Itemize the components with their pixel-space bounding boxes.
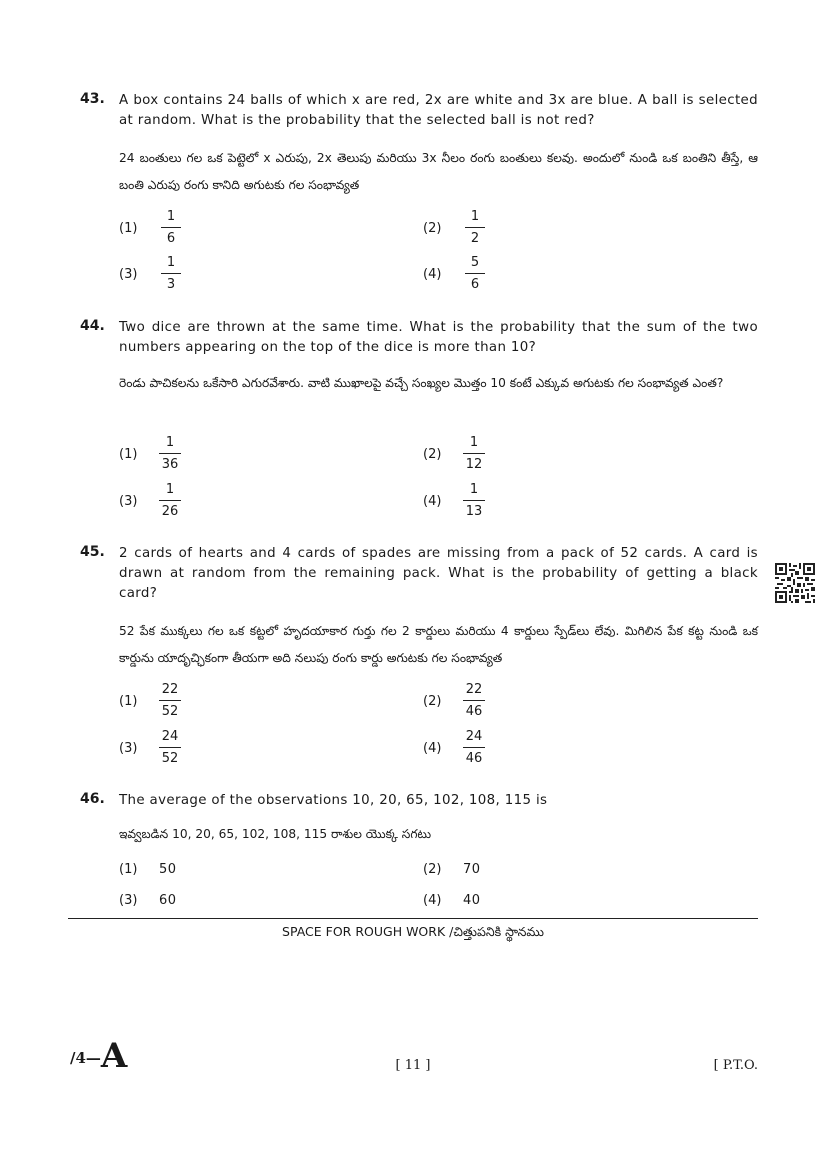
question-number: 45. <box>80 544 105 560</box>
fraction-denominator: 36 <box>161 457 179 472</box>
question-44 <box>80 318 758 523</box>
option-fraction <box>463 680 485 721</box>
fraction-numerator: 24 <box>463 727 485 748</box>
option-fraction <box>463 727 485 768</box>
option-fraction <box>465 253 485 294</box>
fraction-denominator: 26 <box>161 504 179 519</box>
question-text-english: The average of the observations 10, 20, 65, 102, 108, 115 is <box>119 793 548 808</box>
option-fraction <box>463 433 485 474</box>
option-label: (4) <box>423 893 442 908</box>
fraction-numerator: 22 <box>159 680 181 701</box>
option-label: (4) <box>423 494 442 509</box>
fraction-denominator: 6 <box>470 277 480 292</box>
option-label: (2) <box>423 862 442 877</box>
question-text-telugu: 24 బంతులు గల ఒక పెట్టెలో x ఎరుపు, 2x తెలుపు మరియు 3x నీలం రంగు బంతులు కలవు. అందులో నుండి ఒక బంతిని తీస్తే, ఆ బంతి ఎరుపు రంగు కానిది అగుటకు గల సంభావ్యత <box>119 151 758 192</box>
option-label: (1) <box>119 447 138 462</box>
question-43 <box>80 91 758 296</box>
fraction-denominator: 52 <box>161 751 179 766</box>
question-46 <box>80 791 758 916</box>
option-fraction <box>159 433 181 474</box>
booklet-series-letter: A <box>100 1036 128 1076</box>
question-text-english: Two dice are thrown at the same time. What is the probability that the sum of the two numbers appearing on the top of the dice is more than 10? <box>119 320 758 355</box>
option-value: 60 <box>159 893 177 908</box>
option-fraction <box>159 680 181 721</box>
fraction-denominator: 12 <box>465 457 483 472</box>
option-label: (3) <box>119 741 138 756</box>
option-fraction <box>159 480 181 521</box>
option-label: (2) <box>423 447 442 462</box>
option-label: (1) <box>119 694 138 709</box>
fraction-numerator: 22 <box>463 680 485 701</box>
rough-work-label: SPACE FOR ROUGH WORK /చిత్తుపనికి స్థానము <box>282 924 544 939</box>
question-text-telugu: ఇవ్వబడిన 10, 20, 65, 102, 108, 115 రాశుల యొక్క సగటు <box>119 827 432 841</box>
question-number: 44. <box>80 318 105 334</box>
fraction-numerator: 1 <box>159 480 181 501</box>
fraction-denominator: 13 <box>465 504 483 519</box>
question-text-telugu: 52 పేక ముక్కలు గల ఒక కట్టలో హృదయాకార గుర్తు గల 2 కార్డులు మరియు 4 కార్డులు స్పేడ్‌లు లేవు. మిగిలిన పేక కట్ట నుండి ఒక కార్డును యాదృచ్ఛికంగా తీయగా అది నలుపు రంగు కార్డు అగుటకు గల సంభావ్యత <box>119 624 758 665</box>
fraction-numerator: 1 <box>159 433 181 454</box>
fraction-numerator: 24 <box>159 727 181 748</box>
footer-divider <box>68 918 758 919</box>
pto-label: [ P.T.O. <box>713 1058 758 1073</box>
fraction-denominator: 46 <box>465 751 483 766</box>
booklet-code-prefix: /4— <box>70 1049 101 1067</box>
option-label: (3) <box>119 893 138 908</box>
option-value: 50 <box>159 862 177 877</box>
qr-code-icon <box>775 563 815 603</box>
page-number: [ 11 ] <box>395 1058 431 1073</box>
option-label: (2) <box>423 694 442 709</box>
question-text-telugu: రెండు పాచికలను ఒకేసారి ఎగురవేశారు. వాటి ముఖాలపై వచ్చే సంఖ్యల మొత్తం 10 కంటే ఎక్కువ అగుటకు గల సంభావ్యత ఎంత? <box>119 376 724 390</box>
question-45 <box>80 544 758 772</box>
fraction-denominator: 6 <box>166 231 176 246</box>
question-number: 43. <box>80 91 105 107</box>
question-text-english: A box contains 24 balls of which x are red, 2x are white and 3x are blue. A ball is selected at random. What is the probability that the selected ball is not red? <box>119 93 758 128</box>
fraction-numerator: 1 <box>463 480 485 501</box>
fraction-denominator: 3 <box>166 277 176 292</box>
fraction-numerator: 1 <box>465 207 485 228</box>
option-fraction <box>465 207 485 248</box>
fraction-denominator: 2 <box>470 231 480 246</box>
option-label: (2) <box>423 221 442 236</box>
option-label: (3) <box>119 267 138 282</box>
option-value: 40 <box>463 893 481 908</box>
question-number: 46. <box>80 791 105 807</box>
fraction-numerator: 1 <box>161 207 181 228</box>
option-label: (1) <box>119 221 138 236</box>
option-value: 70 <box>463 862 481 877</box>
question-text-english: 2 cards of hearts and 4 cards of spades are missing from a pack of 52 cards. A card is drawn at random from the remaining pack. What is the probability of getting a black card? <box>119 546 758 601</box>
fraction-numerator: 5 <box>465 253 485 274</box>
fraction-numerator: 1 <box>463 433 485 454</box>
option-label: (4) <box>423 267 442 282</box>
option-label: (1) <box>119 862 138 877</box>
option-fraction <box>161 207 181 248</box>
option-label: (3) <box>119 494 138 509</box>
fraction-numerator: 1 <box>161 253 181 274</box>
option-fraction <box>161 253 181 294</box>
option-fraction <box>463 480 485 521</box>
fraction-denominator: 52 <box>161 704 179 719</box>
option-label: (4) <box>423 741 442 756</box>
fraction-denominator: 46 <box>465 704 483 719</box>
option-fraction <box>159 727 181 768</box>
